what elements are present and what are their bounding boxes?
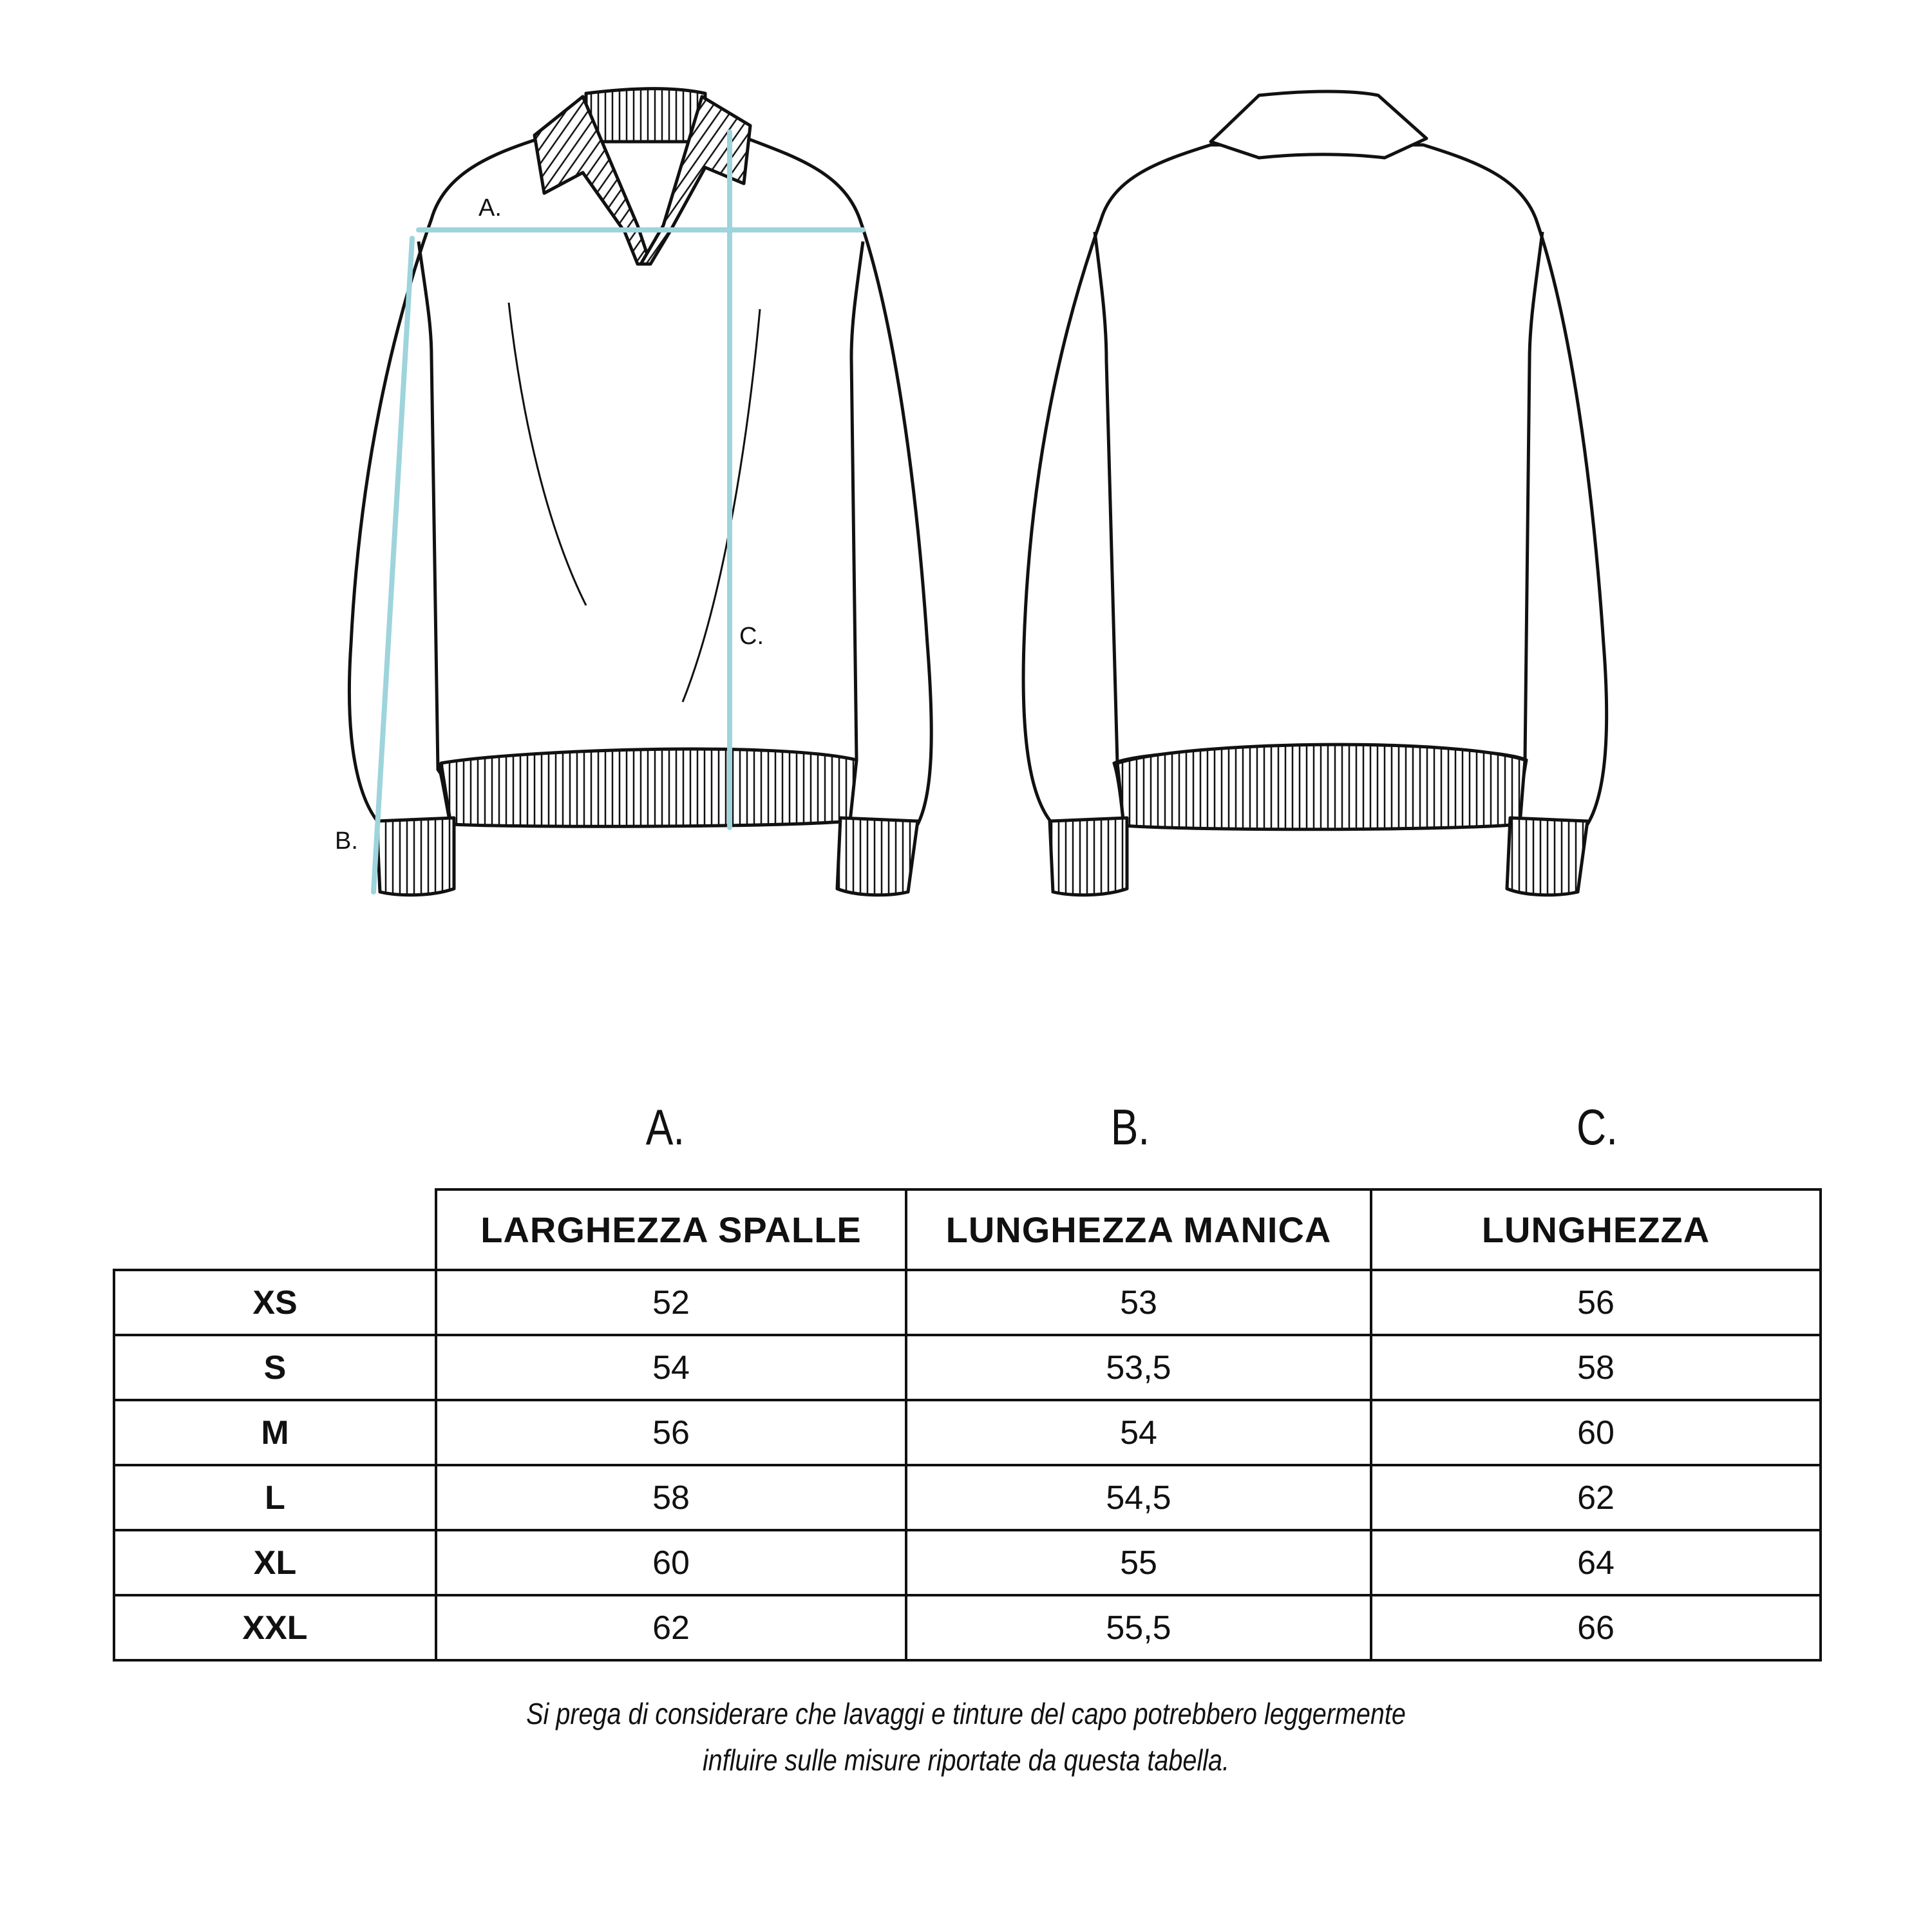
column-letter-a: A. <box>645 1099 685 1155</box>
front-collar-band <box>586 89 705 142</box>
table-cell: 60 <box>436 1530 906 1595</box>
table-cell: 52 <box>436 1270 906 1335</box>
table-cell: 58 <box>436 1465 906 1530</box>
table-cell: 66 <box>1371 1595 1821 1660</box>
column-letter-c: C. <box>1577 1099 1618 1155</box>
care-note-line-1: Si prega di considerare che lavaggi e tinture del capo potrebbero leggermente <box>526 1697 1406 1730</box>
column-letter-b: B. <box>1110 1099 1150 1155</box>
garment-technical-drawing <box>0 0 1932 934</box>
table-cell: 54 <box>906 1400 1371 1465</box>
size-label: L <box>114 1465 436 1530</box>
table-cell: 56 <box>436 1400 906 1465</box>
care-note-line-2: influire sulle misure riportate da questa tabella. <box>702 1743 1230 1777</box>
size-label: M <box>114 1400 436 1465</box>
back-hem-rib <box>1117 744 1525 829</box>
table-row <box>114 1270 1821 1335</box>
back-view <box>1023 91 1607 895</box>
size-chart-table <box>113 1188 1822 1662</box>
table-row <box>114 1530 1821 1595</box>
size-label: XL <box>114 1530 436 1595</box>
front-hem-rib <box>441 749 857 826</box>
table-cell: 53 <box>906 1270 1371 1335</box>
header-larghezza-spalle: LARGHEZZA SPALLE <box>436 1189 906 1270</box>
table-cell: 54,5 <box>906 1465 1371 1530</box>
table-row <box>114 1465 1821 1530</box>
size-label: XXL <box>114 1595 436 1660</box>
table-cell: 55 <box>906 1530 1371 1595</box>
measure-label-a: A. <box>478 194 502 222</box>
back-right-cuff <box>1507 818 1587 895</box>
header-lunghezza: LUNGHEZZA <box>1371 1189 1821 1270</box>
back-collar <box>1211 91 1426 158</box>
table-cell: 60 <box>1371 1400 1821 1465</box>
front-left-cuff <box>377 818 454 895</box>
table-header-row <box>114 1189 1821 1270</box>
back-left-cuff <box>1050 818 1127 895</box>
table-row <box>114 1335 1821 1400</box>
table-cell: 58 <box>1371 1335 1821 1400</box>
table-corner-cell <box>114 1189 436 1270</box>
table-cell: 56 <box>1371 1270 1821 1335</box>
table-cell: 55,5 <box>906 1595 1371 1660</box>
size-label: XS <box>114 1270 436 1335</box>
table-cell: 62 <box>1371 1465 1821 1530</box>
size-label: S <box>114 1335 436 1400</box>
measure-label-c: C. <box>739 623 764 650</box>
table-cell: 53,5 <box>906 1335 1371 1400</box>
front-view <box>349 89 931 895</box>
table-cell: 54 <box>436 1335 906 1400</box>
header-lunghezza-manica: LUNGHEZZA MANICA <box>906 1189 1371 1270</box>
table-cell: 64 <box>1371 1530 1821 1595</box>
front-right-cuff <box>837 818 918 895</box>
table-cell: 62 <box>436 1595 906 1660</box>
table-row <box>114 1595 1821 1660</box>
table-row <box>114 1400 1821 1465</box>
care-note <box>412 1690 1520 1783</box>
measure-label-b: B. <box>335 828 358 855</box>
